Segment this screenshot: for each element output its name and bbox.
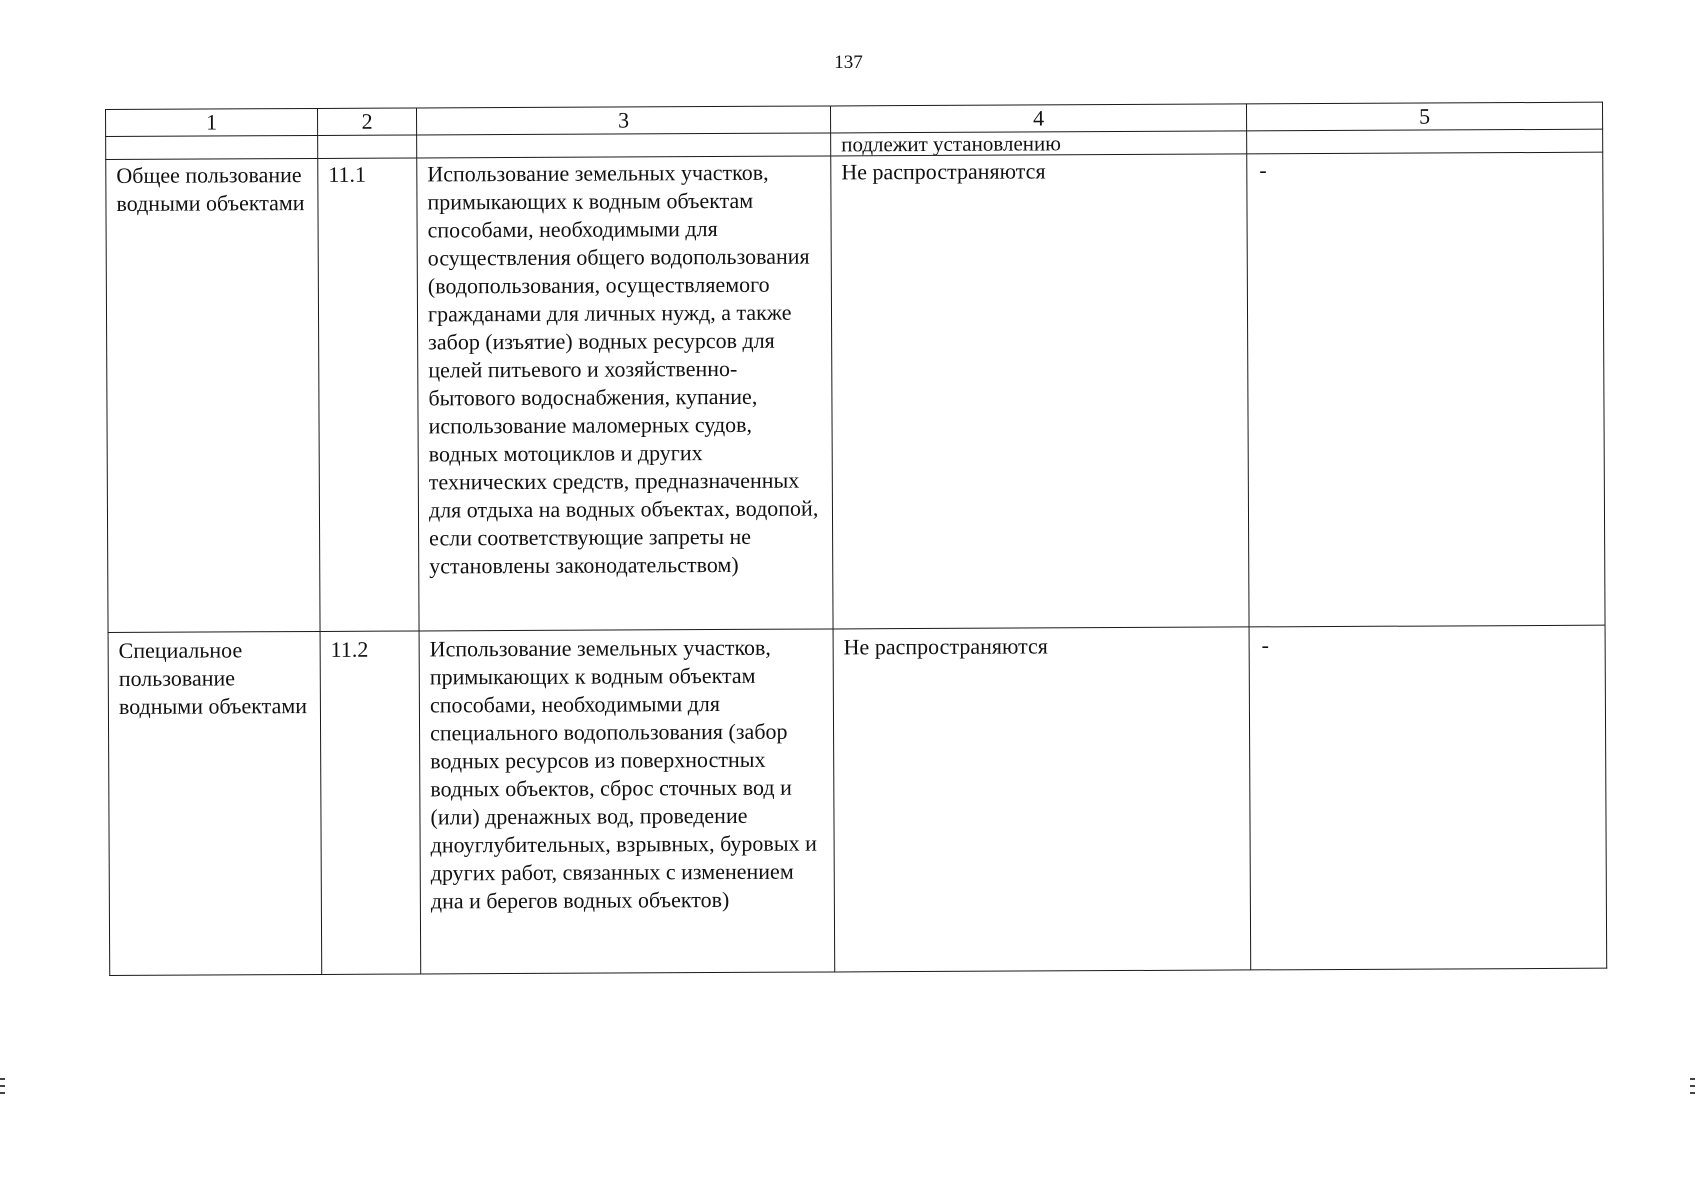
- header-cell-1: 1: [106, 108, 318, 136]
- land-use-description: Использование земельных участков, примыкающих к водным объектам способами, необходимыми для осуществления общего водопользования (водопользования, осуществляемого гражданами для личных нужд, а также забор (изъятие) водных ресурсов для целей питьевого и хозяйственно-бытового водоснабжения, купание, использование маломерных судов, водных мотоциклов и других технических средств, предназначенных для отдыха на водных объектах, водопой, если соответствующие запреты не установлены законодательством): [417, 156, 833, 631]
- subheader-cell-4: подлежит установлению: [831, 131, 1247, 156]
- table-row: [108, 625, 1607, 975]
- header-cell-4: 4: [830, 104, 1246, 133]
- land-use-description: Использование земельных участков, примыкающих к водным объектам способами, необходимыми для специального водопользования (забор водных ресурсов из поверхностных водных объектов, сброс сточных вод и (или) дренажных вод, проведение дноуглубительных, взрывных, буровых и других работ, связанных с изменением дна и берегов водных объектов): [419, 629, 835, 974]
- subheader-cell-3: [417, 133, 831, 158]
- land-use-name: Специальное пользование водными объектами: [108, 631, 322, 975]
- page-number: 137: [834, 52, 863, 73]
- header-cell-3: 3: [416, 106, 830, 135]
- table-row: [106, 152, 1605, 632]
- right-margin-mark: [1690, 1078, 1695, 1094]
- col4-value: Не распространяются: [833, 627, 1251, 972]
- land-use-code: 11.1: [318, 158, 419, 631]
- col5-value: -: [1249, 625, 1607, 970]
- left-margin-mark: [0, 1078, 5, 1094]
- land-use-code: 11.2: [320, 631, 421, 974]
- subheader-cell-2: [318, 135, 417, 158]
- header-cell-2: 2: [317, 108, 416, 135]
- land-use-name: Общее пользование водными объектами: [106, 158, 320, 632]
- regulation-table: [105, 102, 1607, 976]
- col4-value: Не распространяются: [831, 154, 1249, 629]
- header-cell-5: 5: [1246, 102, 1602, 131]
- subheader-cell-5: [1247, 129, 1603, 154]
- col5-value: -: [1247, 152, 1605, 627]
- subheader-cell-1: [106, 135, 318, 159]
